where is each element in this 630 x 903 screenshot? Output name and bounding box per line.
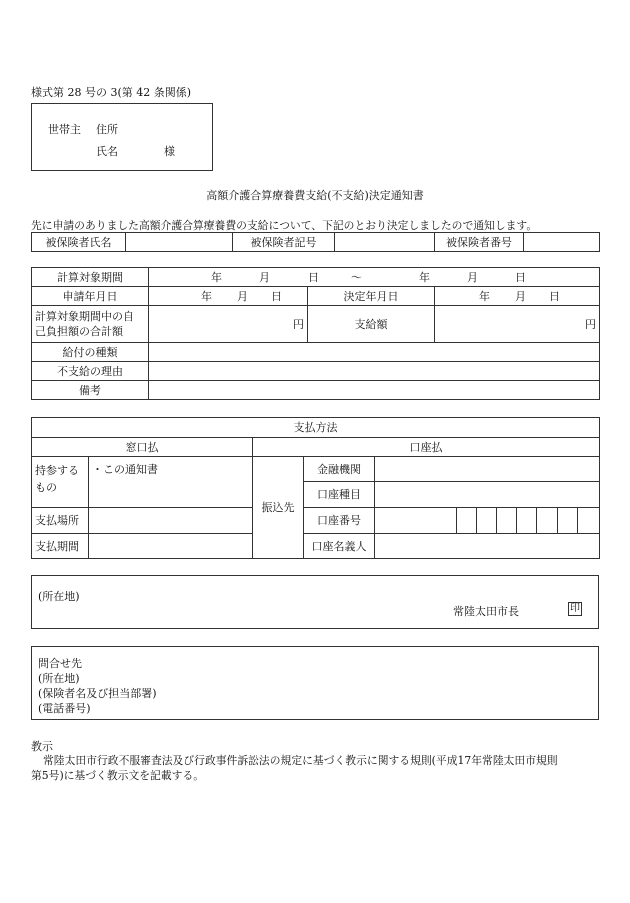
payment-period-value[interactable] — [89, 534, 253, 559]
copay-total-label — [32, 306, 149, 343]
householder-label: 世帯主 — [48, 123, 81, 136]
copay-label-line1: 計算対象期間中の自 — [35, 310, 134, 323]
honorific: 様 — [164, 145, 175, 158]
bring-label-line1: 持参する — [35, 464, 79, 477]
account-digit-5[interactable] — [537, 508, 558, 534]
address-label: 住所 — [96, 123, 118, 136]
insured-symbol-value[interactable] — [335, 233, 435, 252]
official-seal: 印 — [570, 603, 580, 614]
payment-place-label: 支払場所 — [32, 508, 89, 534]
period-tilde: 〜 — [351, 271, 362, 284]
period-from-day: 日 — [308, 271, 319, 284]
payment-table — [31, 417, 600, 559]
contact-phone: (電話番号) — [38, 702, 91, 715]
institution-value[interactable] — [375, 457, 600, 482]
instruction-body-line2: 第5号)に基づく教示文を記載する。 — [31, 769, 205, 782]
insured-symbol-label: 被保険者記号 — [233, 233, 335, 252]
payment-amount-label: 支給額 — [308, 306, 435, 343]
payment-place-value[interactable] — [89, 508, 253, 534]
decision-year: 年 — [479, 290, 490, 303]
document-title: 高額介護合算療養費支給(不支給)決定通知書 — [206, 189, 424, 202]
contact-heading: 問合せ先 — [38, 657, 82, 670]
apply-date-label: 申請年月日 — [32, 287, 149, 306]
contact-location: (所在地) — [38, 672, 80, 685]
counter-payment-label: 窓口払 — [32, 438, 253, 457]
account-holder-value[interactable] — [375, 534, 600, 559]
insured-number-value[interactable] — [524, 233, 600, 252]
issuer-box — [31, 575, 599, 629]
apply-year: 年 — [201, 290, 212, 303]
payment-period-label: 支払期間 — [32, 534, 89, 559]
bring-items-text: ・この通知書 — [92, 463, 158, 476]
insured-number-label: 被保険者番号 — [435, 233, 524, 252]
apply-month: 月 — [237, 290, 248, 303]
period-from-month: 月 — [259, 271, 270, 284]
benefit-type-label: 給付の種類 — [32, 343, 149, 362]
contact-insurer: (保険者名及び担当部署) — [38, 687, 157, 700]
insured-name-value[interactable] — [126, 233, 233, 252]
instruction-heading: 教示 — [31, 740, 53, 753]
period-to-month: 月 — [467, 271, 478, 284]
period-label: 計算対象期間 — [32, 268, 149, 287]
bring-items-value — [89, 457, 253, 508]
name-label: 氏名 — [96, 145, 118, 158]
account-digit-6[interactable] — [558, 508, 578, 534]
copay-total-value[interactable] — [149, 306, 308, 343]
institution-label: 金融機関 — [304, 457, 375, 482]
account-digit-2[interactable] — [477, 508, 497, 534]
account-digit-4[interactable] — [517, 508, 537, 534]
mayor-name: 常陸太田市長 — [453, 605, 519, 618]
account-type-label: 口座種目 — [304, 482, 375, 508]
reason-label: 不支給の理由 — [32, 362, 149, 381]
remarks-label: 備考 — [32, 381, 149, 400]
bring-items-label — [32, 457, 89, 508]
bank-transfer-label: 口座払 — [253, 438, 600, 457]
remarks-value[interactable] — [149, 381, 600, 400]
payment-method-title: 支払方法 — [32, 418, 600, 438]
period-value[interactable] — [149, 268, 600, 287]
insured-table — [31, 232, 600, 252]
payment-amount-value[interactable] — [435, 306, 600, 343]
copay-label-line2: 己負担額の合計額 — [35, 325, 123, 338]
form-reference: 様式第 28 号の 3(第 42 条関係) — [31, 86, 192, 99]
period-to-day: 日 — [515, 271, 526, 284]
decision-month: 月 — [515, 290, 526, 303]
account-number-lead[interactable] — [375, 508, 457, 534]
reason-value[interactable] — [149, 362, 600, 381]
transfer-destination-label: 振込先 — [253, 457, 304, 559]
payment-yen-unit: 円 — [585, 317, 597, 331]
intro-text: 先に申請のありました高額介護合算療養費の支給について、下記のとおり決定しましたので通知します。 — [31, 219, 538, 232]
address-box — [31, 103, 213, 171]
account-digit-3[interactable] — [497, 508, 517, 534]
account-digit-7[interactable] — [578, 508, 600, 534]
period-to-year: 年 — [419, 271, 430, 284]
decision-date-label: 決定年月日 — [308, 287, 435, 306]
account-holder-label: 口座名義人 — [304, 534, 375, 559]
decision-date-value[interactable] — [435, 287, 600, 306]
insured-name-label: 被保険者氏名 — [32, 233, 126, 252]
account-type-value[interactable] — [375, 482, 600, 508]
contact-box — [31, 646, 599, 720]
period-from-year: 年 — [211, 271, 222, 284]
apply-date-value[interactable] — [149, 287, 308, 306]
apply-day: 日 — [271, 290, 282, 303]
copay-yen-unit: 円 — [293, 317, 304, 331]
account-digit-1[interactable] — [457, 508, 477, 534]
issuer-location-label: (所在地) — [38, 590, 80, 603]
benefit-type-value[interactable] — [149, 343, 600, 362]
decision-day: 日 — [549, 290, 560, 303]
info-table — [31, 267, 600, 400]
instruction-body-line1: 常陸太田市行政不服審査法及び行政事件訴訟法の規定に基づく教示に関する規則(平成17年常陸太田市規則 — [43, 754, 558, 767]
account-number-label: 口座番号 — [304, 508, 375, 534]
bring-label-line2: もの — [35, 481, 57, 494]
